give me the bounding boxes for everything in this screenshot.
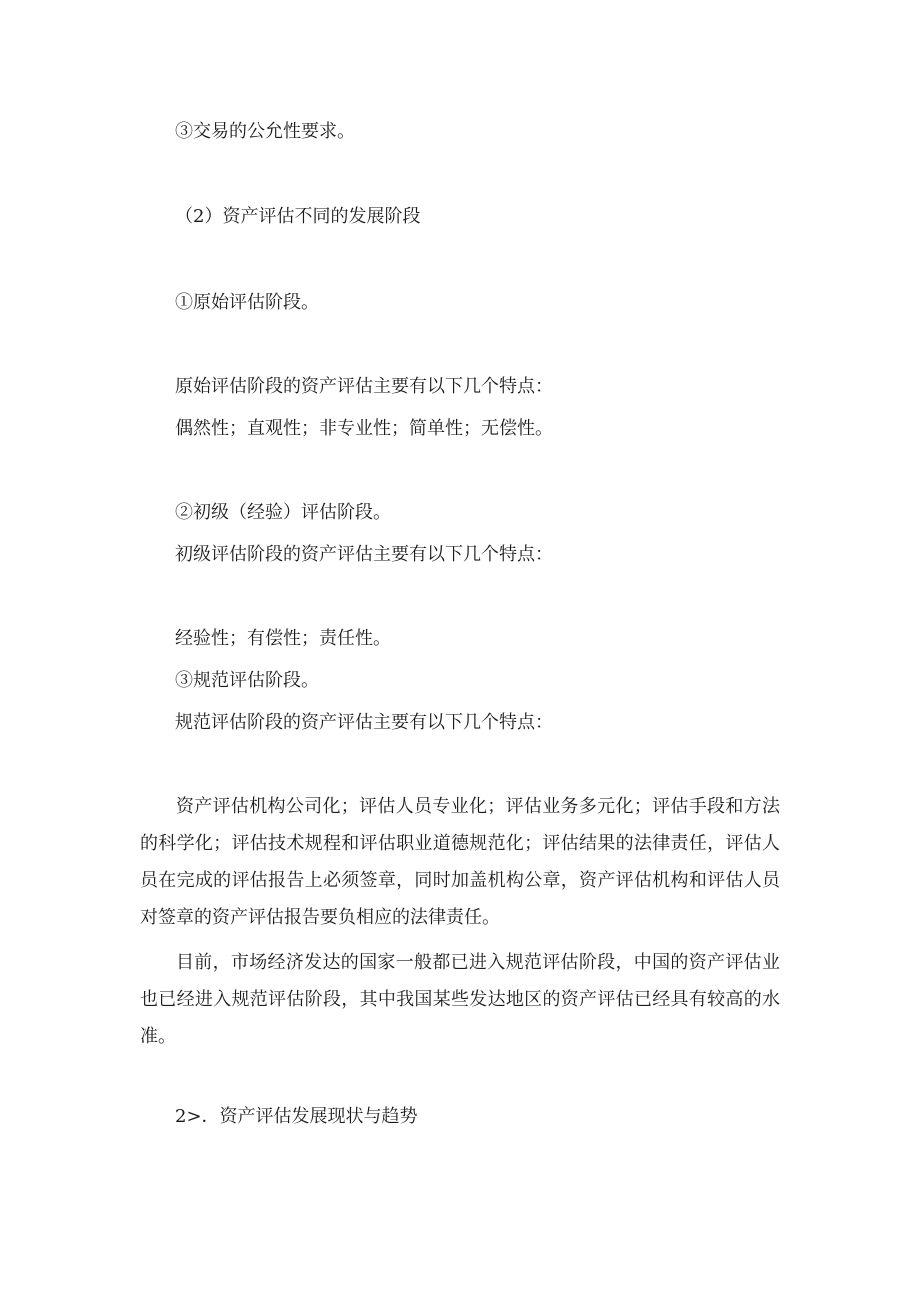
current-status-paragraph: 目前，市场经济发达的国家一般都已进入规范评估阶段，中国的资产评估业也已经进入规范评估阶段，其中我国某些发达地区的资产评估已经具有较高的水准。 — [140, 952, 780, 1047]
stage-initial-heading: ②初级（经验）评估阶段。 — [175, 502, 391, 523]
stage-standard-features-paragraph: 资产评估机构公司化；评估人员专业化；评估业务多元化；评估手段和方法的科学化；评估技术规程和评估职业道德规范化；评估结果的法律责任，评估人员在完成的评估报告上必须签章，同时加盖机构公章，资产评估机构和评估人员对签章的资产评估报告要负相应的法律责任。 — [140, 796, 780, 928]
stage-primitive-features: 偶然性；直观性；非专业性；简单性；无偿性。 — [175, 418, 553, 439]
stage-primitive-intro: 原始评估阶段的资产评估主要有以下几个特点： — [175, 376, 553, 397]
stage-standard-intro: 规范评估阶段的资产评估主要有以下几个特点： — [175, 712, 553, 733]
stage-initial-features: 经验性；有偿性；责任性。 — [175, 628, 391, 649]
stage-initial-intro: 初级评估阶段的资产评估主要有以下几个特点： — [175, 544, 553, 565]
section-heading-status-trends: 2>．资产评估发展现状与趋势 — [175, 1106, 418, 1127]
stage-standard-heading: ③规范评估阶段。 — [175, 670, 319, 691]
section-heading-development-stages: （2）资产评估不同的发展阶段 — [175, 206, 421, 227]
item-fairness-requirement: ③交易的公允性要求。 — [175, 121, 355, 142]
stage-primitive-heading: ①原始评估阶段。 — [175, 292, 319, 313]
